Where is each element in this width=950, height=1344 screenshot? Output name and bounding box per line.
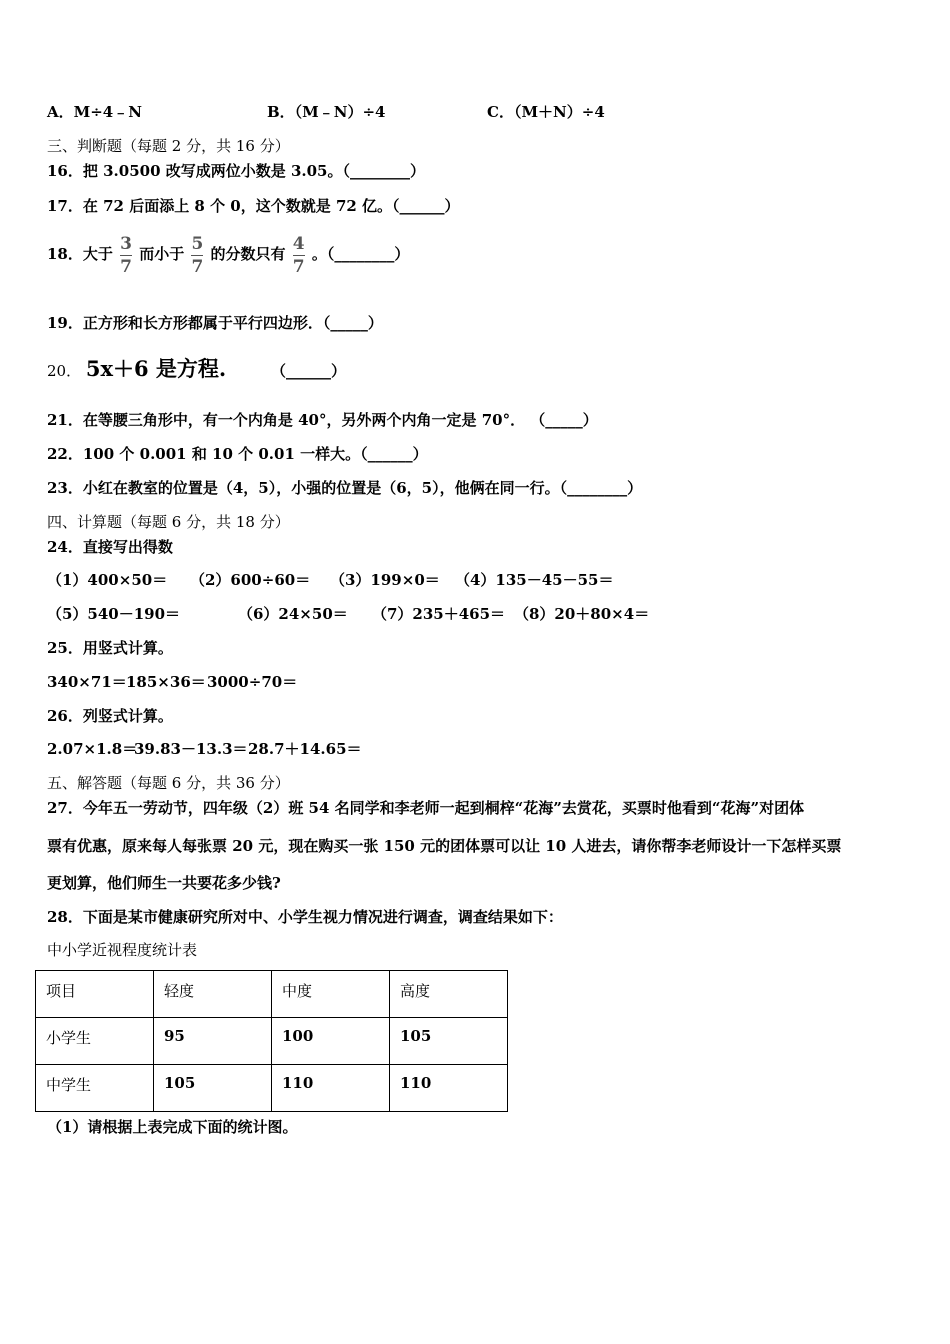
q18-mid2: 的分数只有 [210, 245, 286, 263]
table-header-cell: 轻度 [154, 971, 272, 1018]
table-cell: 100 [272, 1018, 390, 1065]
question-20 [47, 356, 346, 385]
table-header-row [36, 971, 508, 1018]
fraction-numerator: 5 [191, 233, 204, 254]
calc-item: （8）20＋80×4＝ [514, 605, 650, 623]
fraction-numerator: 4 [292, 233, 305, 254]
table-cell: 中学生 [36, 1065, 154, 1112]
fraction-denominator: 7 [191, 256, 204, 277]
fraction-numerator: 3 [120, 233, 132, 254]
calc-item: （3）199×0＝ [330, 571, 440, 589]
question-19: 19．正方形和长方形都属于平行四边形．（_____） [47, 314, 383, 332]
table-title: 中小学近视程度统计表 [47, 941, 198, 959]
question-18 [47, 230, 409, 278]
q20-blank: （______） [271, 362, 347, 380]
table-cell: 110 [390, 1065, 508, 1112]
q18-mid: 而小于 [139, 245, 185, 263]
question-26-title: 26．列竖式计算。 [47, 707, 173, 725]
q18-prefix: 18．大于 [47, 245, 113, 263]
table-row [36, 1065, 508, 1112]
q18-suffix: 。（________） [311, 245, 410, 263]
question-25-title: 25．用竖式计算。 [47, 639, 173, 657]
question-28-sub1: （1）请根据上表完成下面的统计图。 [47, 1118, 298, 1136]
calc-item: （7）235＋465＝ [372, 605, 506, 623]
calc-item: （1）400×50＝ [47, 571, 168, 589]
calc-item: （5）540－190＝ [47, 605, 181, 623]
vertical-calc-item: 2.07×1.8＝ [47, 740, 138, 758]
question-16: 16．把 3.0500 改写成两位小数是 3.05。（________） [47, 162, 425, 180]
fraction-denominator: 7 [120, 256, 132, 277]
table-cell: 105 [154, 1065, 272, 1112]
fraction-four-sevenths [293, 233, 305, 278]
question-27-line: 更划算，他们师生一共要花多少钱? [47, 874, 281, 892]
question-22: 22．100 个 0.001 和 10 个 0.01 一样大。（______） [47, 445, 428, 463]
section-heading-calculation: 四、计算题（每题 6 分，共 18 分） [47, 513, 290, 531]
question-21: 21．在等腰三角形中，有一个内角是 40°，另外两个内角一定是 70°． （_____） [47, 411, 598, 429]
myopia-table [35, 970, 508, 1112]
table-cell: 110 [272, 1065, 390, 1112]
question-28-title: 28．下面是某市健康研究所对中、小学生视力情况进行调查，调查结果如下： [47, 908, 563, 926]
question-27-line: 27．今年五一劳动节，四年级（2）班 54 名同学和李老师一起到桐梓“花海”去赏花，买票时他看到“花海”对团体 [47, 799, 805, 817]
table-cell: 105 [390, 1018, 508, 1065]
calc-item: （6）24×50＝ [238, 605, 348, 623]
question-23: 23．小红在教室的位置是（4，5），小强的位置是（6，5），他俩在同一行。（________） [47, 479, 643, 497]
section-heading-word-problems: 五、解答题（每题 6 分，共 36 分） [47, 774, 290, 792]
vertical-calc-item: 185×36＝ [126, 673, 206, 691]
calc-item: （2）600÷60＝ [190, 571, 311, 589]
option-c: C．（M＋N）÷4 [487, 103, 605, 121]
table-cell: 小学生 [36, 1018, 154, 1065]
table-cell: 95 [154, 1018, 272, 1065]
vertical-calc-item: 28.7＋14.65＝ [248, 740, 362, 758]
question-17: 17．在 72 后面添上 8 个 0，这个数就是 72 亿。（______） [47, 197, 460, 215]
section-heading-judgement: 三、判断题（每题 2 分，共 16 分） [47, 137, 290, 155]
question-24-title: 24．直接写出得数 [47, 538, 173, 556]
table-header-cell: 中度 [272, 971, 390, 1018]
table-row [36, 1018, 508, 1065]
vertical-calc-item: 39.83－13.3＝ [134, 740, 248, 758]
table-header-cell: 项目 [36, 971, 154, 1018]
q20-number: 20． [47, 362, 82, 380]
fraction-five-sevenths [191, 233, 203, 278]
fraction-three-sevenths [120, 233, 132, 278]
vertical-calc-item: 340×71＝ [47, 673, 127, 691]
q20-expression: 5x＋6 是方程. [85, 356, 227, 381]
vertical-calc-item: 3000÷70＝ [207, 673, 298, 691]
calc-item: （4）135－45－55＝ [455, 571, 614, 589]
fraction-denominator: 7 [292, 256, 305, 277]
option-b: B．（M﹣N）÷4 [267, 103, 386, 121]
question-27-line: 票有优惠，原来每人每张票 20 元，现在购买一张 150 元的团体票可以让 10 人进去，请你帮李老师设计一下怎样买票 [47, 837, 842, 855]
table-header-cell: 高度 [390, 971, 508, 1018]
option-a: A．M÷4﹣N [47, 103, 142, 121]
